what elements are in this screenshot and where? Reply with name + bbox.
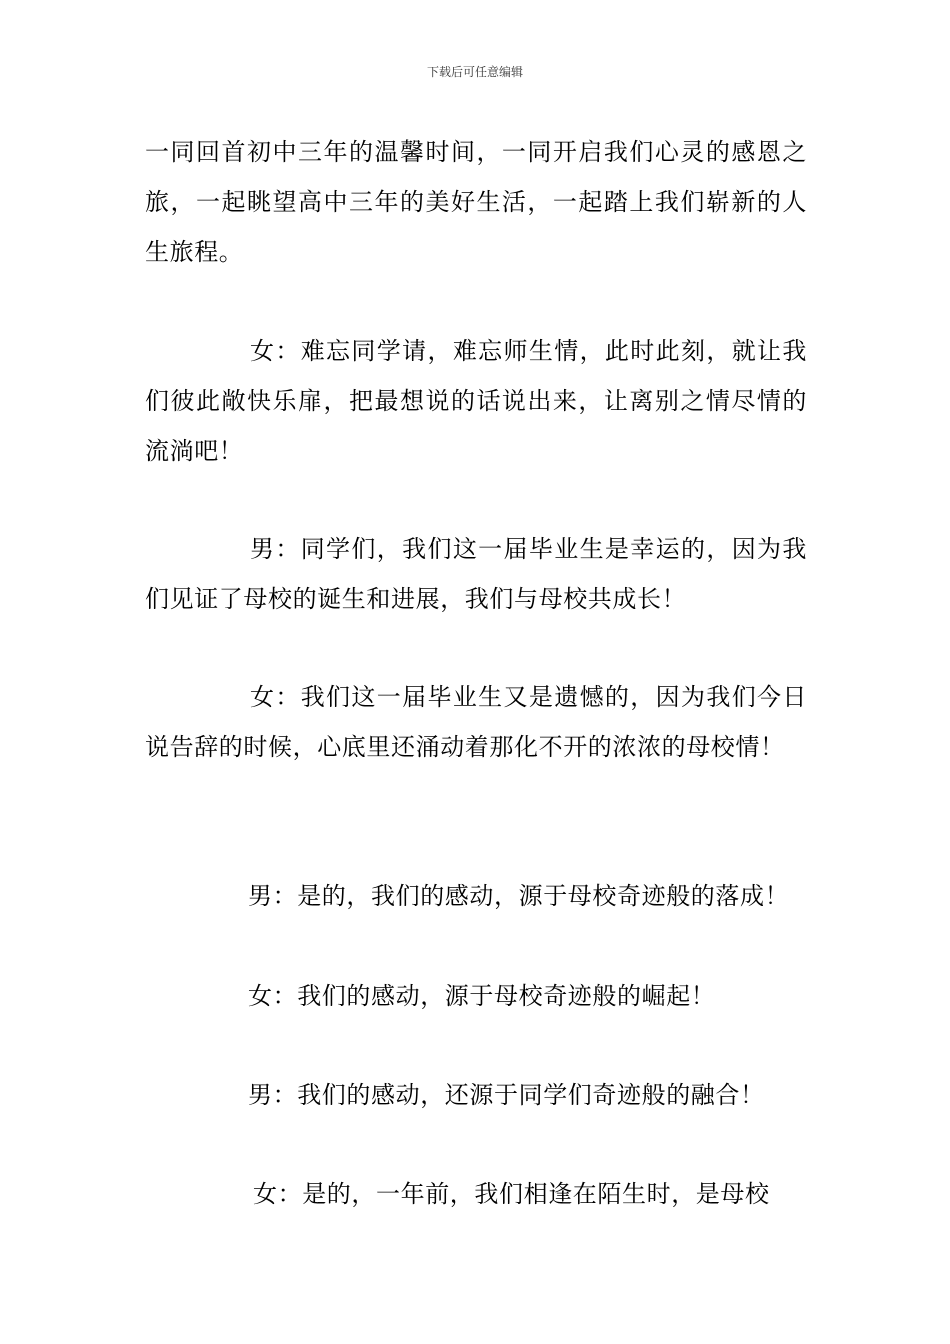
page-header: 下载后可任意编辑 — [426, 65, 523, 79]
paragraph-intro: 一同回首初中三年的温馨时间，一同开启我们心灵的感恩之旅，一起眺望高中三年的美好生活，一起踏上我们崭新的人生旅程。 — [145, 138, 807, 266]
paragraph-female-1: 女：难忘同学请，难忘师生情，此时此刻，就让我们彼此敞快乐扉，把最想说的话说出来，让离别之情尽情的流淌吧！ — [145, 337, 807, 465]
paragraph-female-4: 女：是的，一年前，我们相逢在陌生时，是母校 — [253, 1180, 770, 1208]
paragraph-male-2: 男：是的，我们的感动，源于母校奇迹般的落成！ — [248, 882, 790, 910]
paragraph-female-3: 女：我们的感动，源于母校奇迹般的崛起！ — [248, 982, 716, 1010]
paragraph-male-3: 男：我们的感动，还源于同学们奇迹般的融合！ — [248, 1081, 765, 1109]
paragraph-female-2: 女：我们这一届毕业生又是遗憾的，因为我们今日说告辞的时候，心底里还涌动着那化不开的浓浓的母校情！ — [145, 683, 807, 761]
paragraph-male-1: 男：同学们，我们这一届毕业生是幸运的，因为我们见证了母校的诞生和进展，我们与母校共成长！ — [145, 535, 807, 613]
